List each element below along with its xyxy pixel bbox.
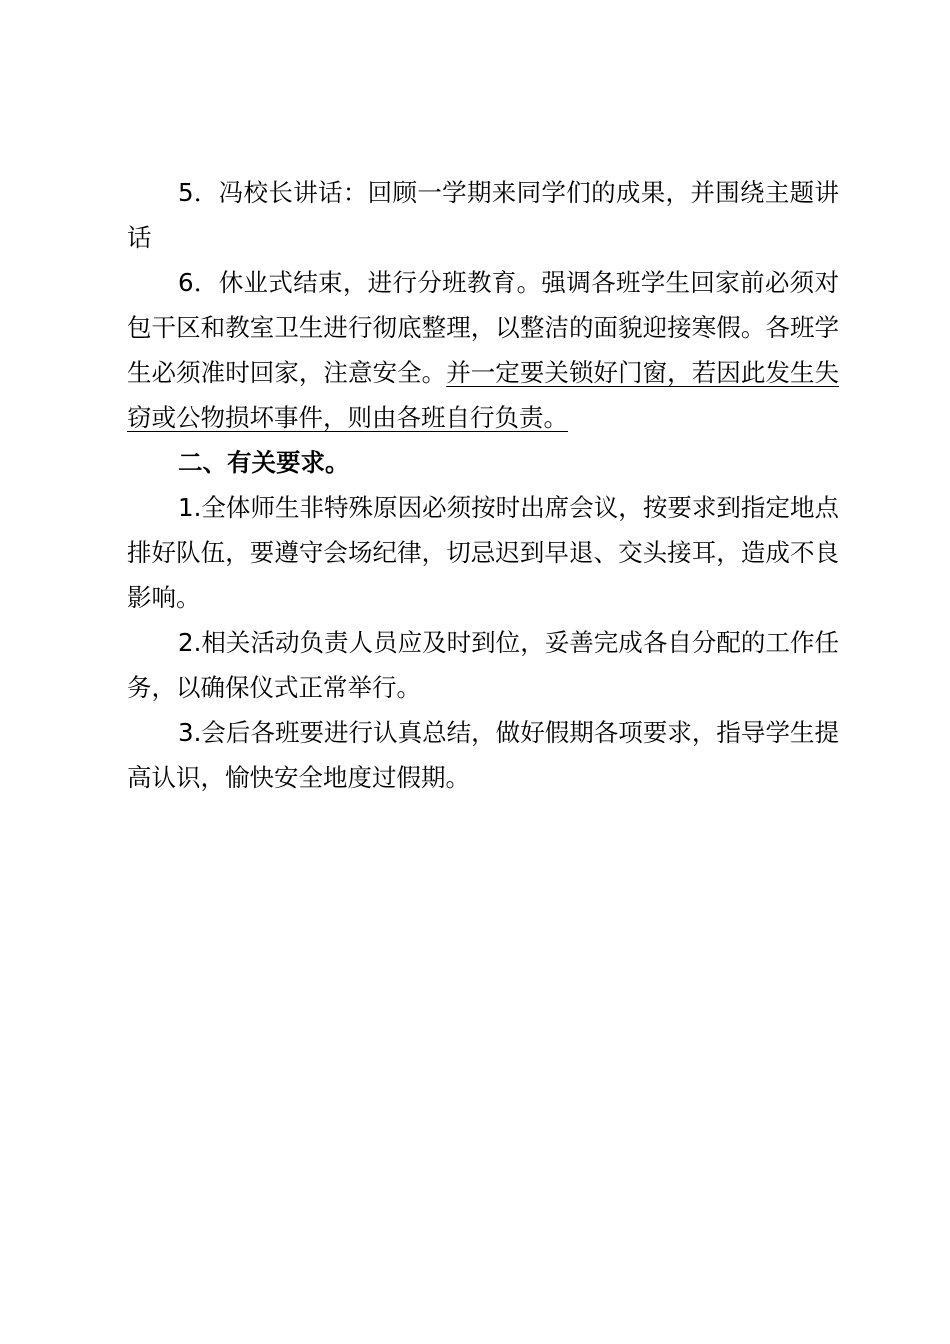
paragraph-item-6-underlined-text: 并一定要关锁好门窗，若因此发生失窃或公物损坏事件，则由各班自行负责。 [127,358,840,432]
paragraph-requirement-2: 2.相关活动负责人员应及时到位，妥善完成各自分配的工作任务，以确保仪式正常举行。 [127,628,839,702]
paragraph-item-6-text: 6．休业式结束，进行分班教育。强调各班学生回家前必须对包干区和教室卫生进行彻底整理，以整洁的面貌迎接寒假。各班学生必须准时回家，注意安全。 [127,268,839,387]
paragraph-requirement-1: 1.全体师生非特殊原因必须按时出席会议，按要求到指定地点排好队伍，要遵守会场纪律，切忌迟到早退、交头接耳，造成不良影响。 [127,493,839,612]
section-heading-requirements: 二、有关要求。 [178,448,350,477]
paragraph-item-6 [127,260,839,440]
paragraph-requirement-3: 3.会后各班要进行认真总结，做好假期各项要求，指导学生提高认识，愉快安全地度过假期。 [127,718,839,792]
paragraph-item-5: 5．冯校长讲话：回顾一学期来同学们的成果，并围绕主题讲话 [127,178,839,252]
document-body [127,170,839,800]
